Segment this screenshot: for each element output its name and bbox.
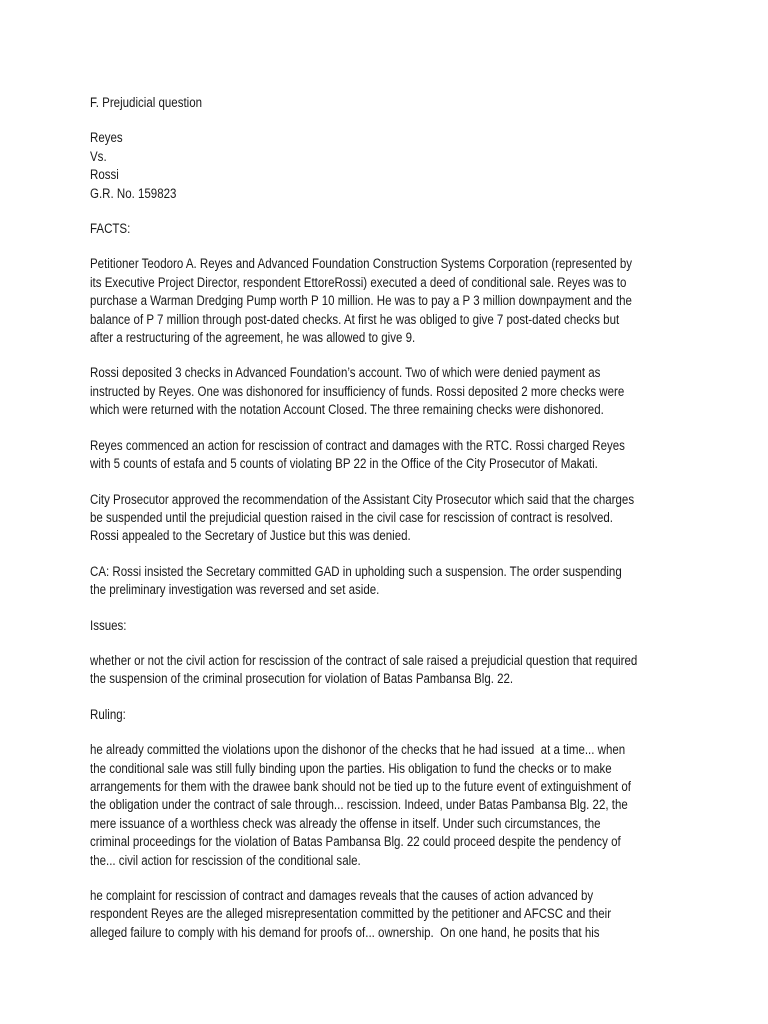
- facts-paragraph-2: Rossi deposited 3 checks in Advanced Foundation’s account. Two of which were denied payment as instructed by Reyes. One was dishonored for insufficiency of funds. Rossi deposited 2 more checks were which were returned with the notation Account Closed. The three remaining checks were dishonored.: [90, 365, 625, 418]
- versus: Vs.: [90, 148, 107, 164]
- facts-paragraph-5: CA: Rossi insisted the Secretary committed GAD in upholding such a suspension. The order suspending the preliminary investigation was reversed and set aside.: [90, 563, 622, 598]
- gr-number: G.R. No. 159823: [90, 185, 177, 201]
- document-page: [90, 94, 640, 942]
- facts-label: FACTS:: [90, 221, 131, 237]
- ruling-paragraph-2: he complaint for rescission of contract and damages reveals that the causes of action advanced by respondent Reyes are the alleged misrepresentation committed by the petitioner and AFCSC and their alleged failure to comply with his demand for proofs of... ownership. On one hand, he posits that his: [90, 888, 612, 940]
- facts-paragraph-4: City Prosecutor approved the recommendation of the Assistant City Prosecutor which said that the charges be suspended until the prejudicial question raised in the civil case for rescission of contract is resolved. Rossi appealed to the Secretary of Justice but this was denied.: [90, 491, 635, 544]
- ruling-label: Ruling:: [90, 706, 126, 722]
- facts-paragraph-1: Petitioner Teodoro A. Reyes and Advanced Foundation Construction Systems Corporation (represented by its Executive Project Director, respondent EttoreRossi) executed a deed of conditional sale. Reyes was to purchase a Warman Dredging Pump worth P 10 million. He was to pay a P 3 million downpayment and the balance of P 7 million through post-dated checks. At first he was obliged to give 7 post-dated checks but after a restructuring of the agreement, he was allowed to give 9.: [90, 256, 633, 346]
- case-caption: [90, 129, 640, 203]
- facts-paragraph-3: Reyes commenced an action for rescission of contract and damages with the RTC. Rossi charged Reyes with 5 counts of estafa and 5 counts of violating BP 22 in the Office of the City Prosecutor of Makati.: [90, 437, 625, 472]
- issues-paragraph: whether or not the civil action for rescission of the contract of sale raised a prejudicial question that required the suspension of the criminal prosecution for violation of Batas Pambansa Blg. 22.: [90, 652, 638, 687]
- issues-label: Issues:: [90, 617, 127, 633]
- party-two: Rossi: [90, 167, 119, 183]
- ruling-paragraph-1: he already committed the violations upon the dishonor of the checks that he had issued at a time... when the conditional sale was still fully binding upon the parties. His obligation to fund the checks or to make arrangements for them with the drawee bank should not be tied up to the future event of extinguishment of the obligation under the contract of sale through... rescission. Indeed, under Batas Pambansa Blg. 22, the mere issuance of a worthless check was already the offense in itself. Under such circumstances, the criminal proceedings for the violation of Batas Pambansa Blg. 22 could proceed despite the pendency of the... civil action for rescission of the conditional sale.: [90, 742, 631, 868]
- section-heading: F. Prejudicial question: [90, 95, 203, 110]
- party-one: Reyes: [90, 130, 123, 146]
